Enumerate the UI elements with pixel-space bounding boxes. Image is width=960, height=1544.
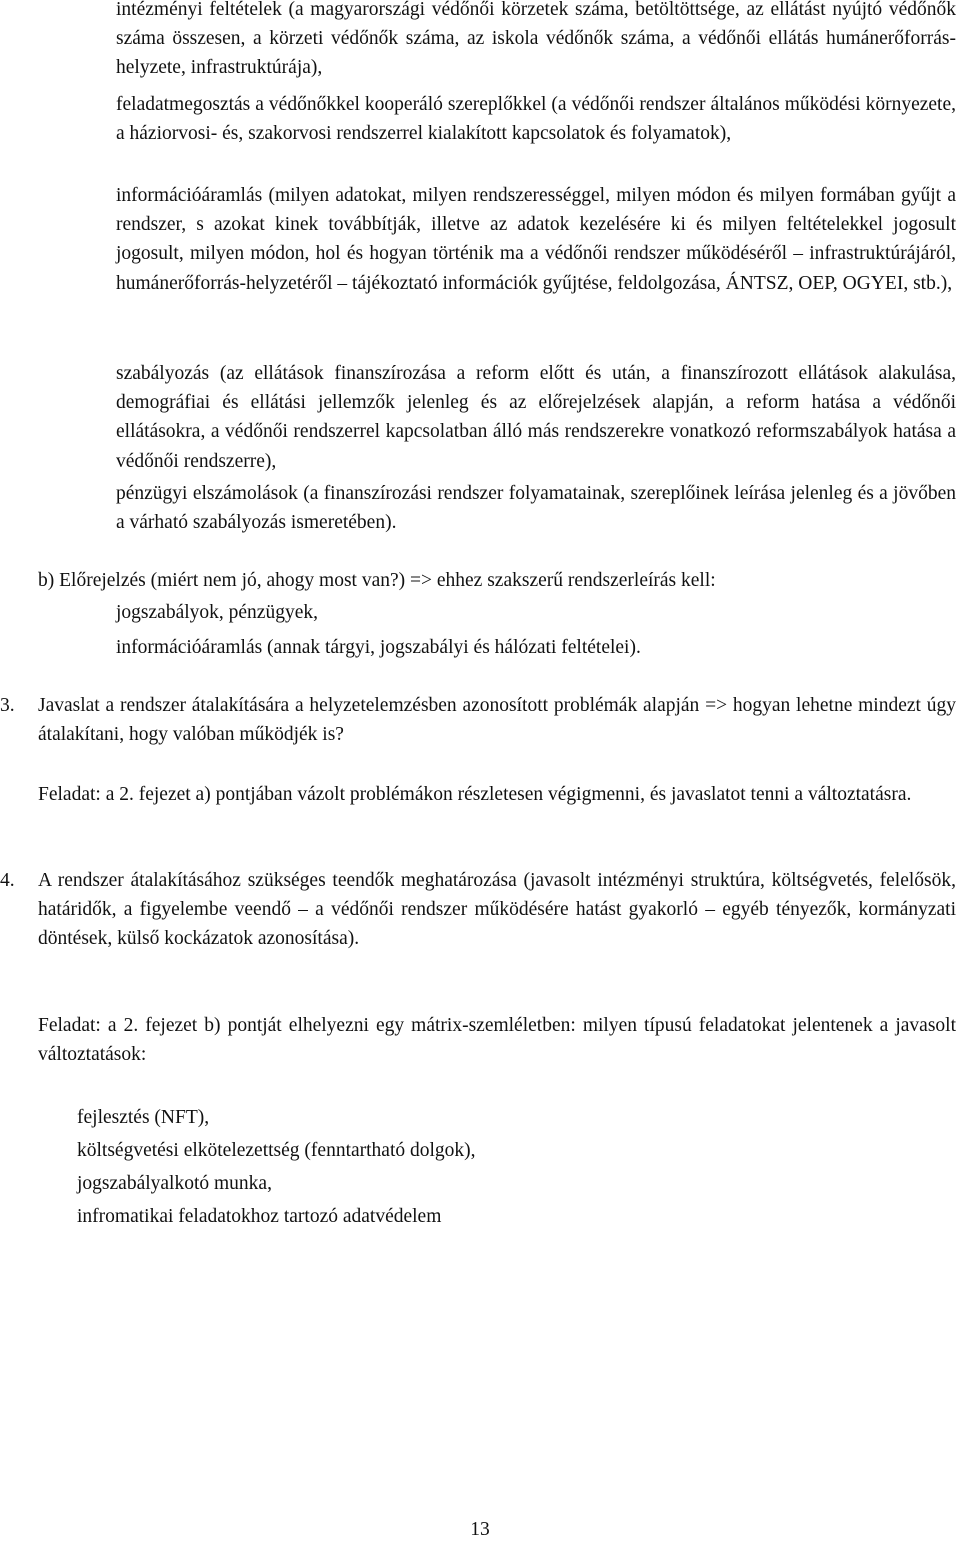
page-number: 13 bbox=[470, 1519, 490, 1540]
section-b-item-laws: jogszabályok, pénzügyek, bbox=[116, 602, 318, 623]
item-number: 3. bbox=[0, 695, 15, 716]
item-4-task: Feladat: a 2. fejezet b) pontját elhelyezni egy mátrix-szemléletben: milyen típusú feladatokat jelentenek a javasolt változtatások: bbox=[38, 1015, 956, 1066]
item-4-list-development: fejlesztés (NFT), bbox=[77, 1107, 210, 1128]
numbered-item-4 bbox=[0, 866, 956, 954]
item-3-text: Javaslat a rendszer átalakítására a helyzetelemzésben azonosított problémák alapján => hogyan lehetne mindezt úgy átalakítani, hogy valóban működjék is? bbox=[38, 695, 956, 746]
list-item-financial: pénzügyi elszámolások (a finanszírozási rendszer folyamatainak, szereplőinek leírása jelenleg és a jövőben a várható szabályozás ismeretében). bbox=[116, 483, 956, 534]
section-b-item-information: információáramlás (annak tárgyi, jogszabályi és hálózati feltételei). bbox=[116, 637, 641, 658]
list-item-regulation: szabályozás (az ellátások finanszírozása a reform előtt és után, a finanszírozott ellátások alakulása, demográfiai és ellátási jellemzők jelenleg és az előrejelzések alapján, a reform hatása a védőnői ellátásokra, a védőnői rendszerrel kapcsolatban álló más rendszerekre vonatkozó reformszabályok hatása a védőnői rendszerre), bbox=[116, 363, 956, 472]
item-4-list-legislation: jogszabályalkotó munka, bbox=[77, 1173, 272, 1194]
item-4-list-budget: költségvetési elkötelezettség (fenntartható dolgok), bbox=[77, 1140, 476, 1161]
list-item-information-flow: információáramlás (milyen adatokat, milyen rendszerességgel, milyen módon és milyen formában gyűjt a rendszer, s azokat kinek továbbítják, illetve az adatok kezelésére ki és milyen feltételekkel jogosult jogosult, milyen módon, hol és hogyan történik ma a védőnői rendszer működéséről – infrastruktúrájáról, humánerőforrás-helyzetéről – tájékoztató információk gyűjtése, feldolgozása, ÁNTSZ, OEP, OGYEI, stb.), bbox=[116, 185, 956, 294]
list-item-institutional: intézményi feltételek (a magyarországi védőnői körzetek száma, betöltöttsége, az ellátást nyújtó védőnők száma összesen, a körzeti védőnők száma, az iskola védőnők száma, a védőnői ellátás humánerőforrás-helyzete, infrastruktúrája), bbox=[116, 0, 956, 79]
list-item-task-sharing: feladatmegosztás a védőnőkkel kooperáló szereplőkkel (a védőnői rendszer általános működési környezete, a háziorvosi- és, szakorvosi rendszerrel kialakított kapcsolatok és folyamatok), bbox=[116, 94, 956, 145]
numbered-item-3 bbox=[0, 691, 956, 749]
item-number: 4. bbox=[0, 870, 15, 891]
item-3-task: Feladat: a 2. fejezet a) pontjában vázolt problémákon részletesen végigmenni, és javaslatot tenni a változtatásra. bbox=[38, 784, 912, 805]
section-b-heading: b) Előrejelzés (miért nem jó, ahogy most van?) => ehhez szakszerű rendszerleírás kell: bbox=[38, 570, 716, 591]
item-4-text: A rendszer átalakításához szükséges teendők meghatározása (javasolt intézményi struktúra, költségvetés, felelősök, határidők, a figyelembe veendő – a védőnői rendszer működésére hatást gyakorló – egyéb tényezők, kormányzati döntések, külső kockázatok azonosítása). bbox=[38, 870, 956, 950]
item-4-list-data-protection: infromatikai feladatokhoz tartozó adatvédelem bbox=[77, 1206, 442, 1227]
